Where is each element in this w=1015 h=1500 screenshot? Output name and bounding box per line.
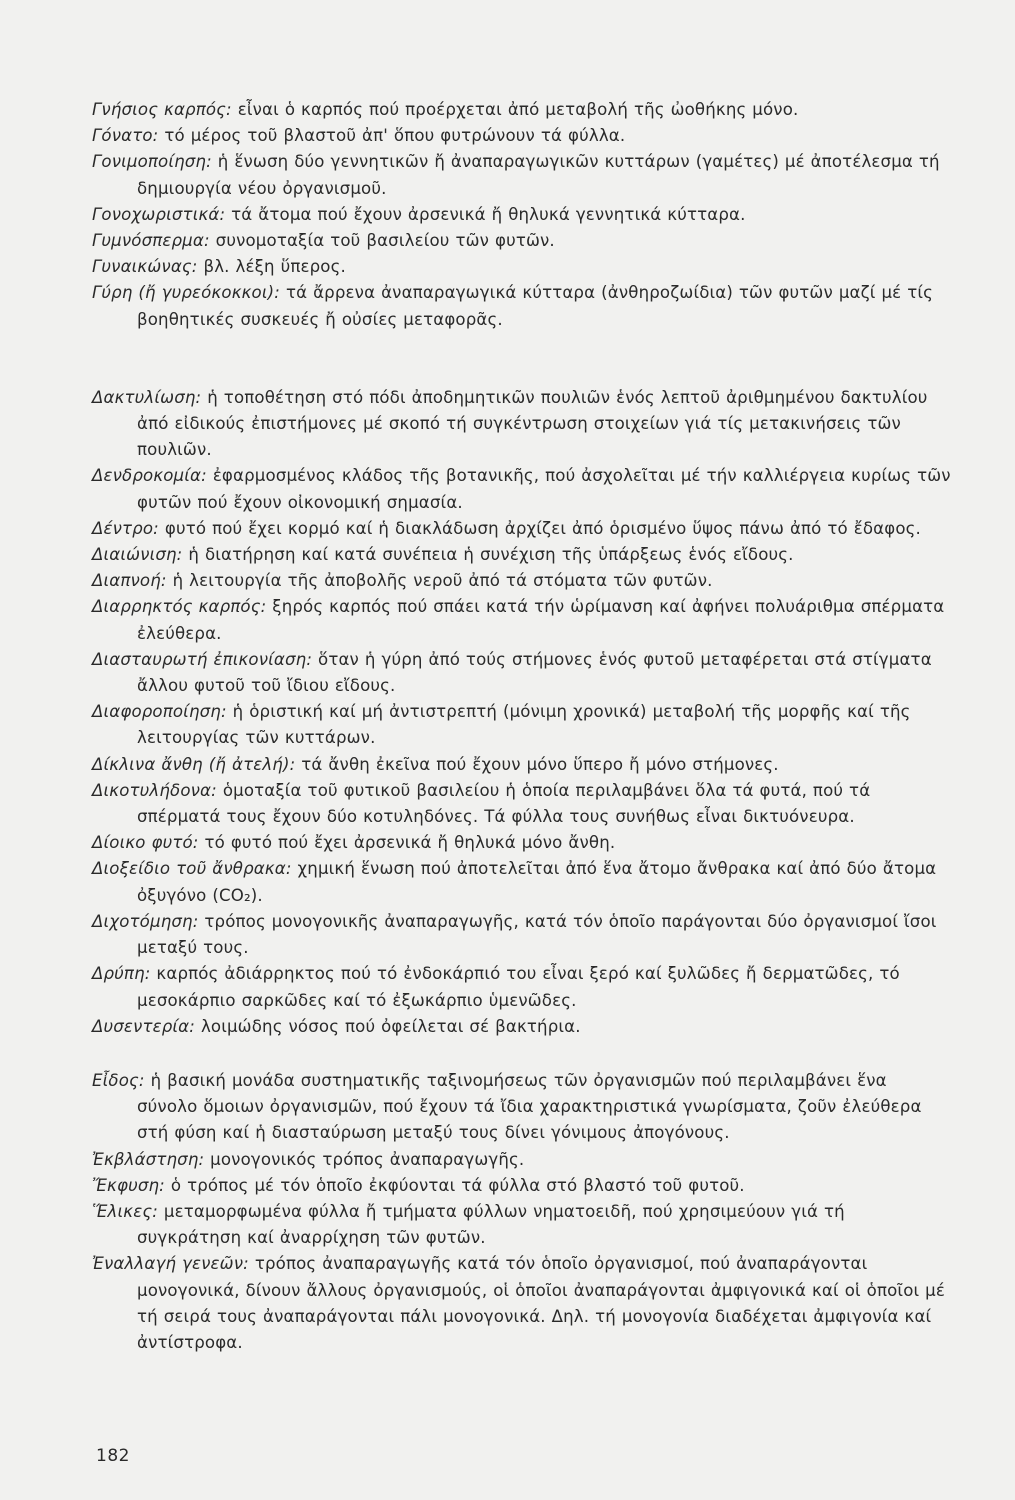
entry-definition: ὅταν ἡ γύρη ἀπό τούς στήμονες ἑνός φυτοῦ μεταφέρεται στά στίγματα ἄλλου φυτοῦ τοῦ ἴδιου εἴδους.	[137, 649, 932, 696]
entry-definition: ἡ βασική μονάδα συστηματικῆς ταξινομήσεως τῶν ὀργανισμῶν πού περιλαμβάνει ἕνα σύνολο ὅμοιων ὀργανισμῶν, πού ἔχουν τά ἴδια χαρακτηριστικά γνωρίσματα, ζοῦν ἐλεύθερα στή φύση καί ἡ διασταύρωση μεταξύ τους δίνει γόνιμους ἀπογόνους.	[137, 1070, 922, 1143]
glossary-entry	[92, 516, 952, 542]
entry-definition: ἡ ἕνωση δύο γεννητικῶν ἤ ἀναπαραγωγικῶν κυττάρων (γαμέτες) μέ ἀποτέλεσμα τή δημιουργία νέου ὀργανισμοῦ.	[137, 152, 940, 198]
glossary-entry	[92, 647, 952, 699]
glossary-entry	[92, 202, 952, 228]
entry-term: Γνήσιος καρπός:	[92, 100, 232, 119]
entry-term: Γόνατο:	[92, 126, 159, 146]
entry-definition: ἡ λειτουργία τῆς ἀποβολῆς νεροῦ ἀπό τά στόματα τῶν φυτῶν.	[172, 571, 713, 591]
entry-term: Διασταυρωτή ἐπικονίαση:	[92, 649, 313, 669]
entry-term: Διαφοροποίηση:	[92, 702, 227, 722]
glossary-entry	[92, 699, 952, 751]
glossary-entry	[92, 830, 952, 856]
entry-definition: μεταμορφωμένα φύλλα ἤ τμήματα φύλλων νηματοειδῆ, πού χρησιμεύουν γιά τή συγκράτηση καί ἀναρρίχηση τῶν φυτῶν.	[137, 1201, 845, 1248]
entry-term: Δενδροκομία:	[92, 466, 207, 486]
entry-term: Δικοτυλήδονα:	[92, 780, 217, 800]
entry-term: Δέντρο:	[92, 518, 159, 538]
glossary-section-delta	[92, 385, 952, 1040]
entry-definition: χημική ἕνωση πού ἀποτελεῖται ἀπό ἕνα ἄτομο ἄνθρακα καί ἀπό δύο ἄτομα ὀξυγόνο (CO₂).	[137, 859, 937, 905]
entry-term: Δίκλινα ἄνθη (ἤ ἀτελή):	[92, 754, 296, 774]
glossary-entry	[92, 254, 952, 280]
entry-definition: βλ. λέξη ὕπερος.	[203, 257, 346, 277]
glossary-entry	[92, 228, 952, 254]
entry-definition: φυτό πού ἔχει κορμό καί ἡ διακλάδωση ἀρχίζει ἀπό ὁρισμένο ὕψος πάνω ἀπό τό ἔδαφος.	[164, 518, 921, 538]
entry-term: Γύρη (ἤ γυρεόκοκκοι):	[92, 283, 280, 303]
entry-definition: συνομοταξία τοῦ βασιλείου τῶν φυτῶν.	[215, 231, 555, 251]
entry-term: Ἐκβλάστηση:	[92, 1149, 205, 1169]
entry-definition: ἡ ὁριστική καί μή ἀντιστρεπτή (μόνιμη χρονικά) μεταβολή τῆς μορφῆς καί τῆς λειτουργίας τῶν κυττάρων.	[137, 702, 911, 748]
glossary-entry	[92, 1173, 952, 1199]
glossary-entry	[92, 280, 952, 332]
entry-term: Διχοτόμηση:	[92, 911, 199, 931]
entry-term: Γυναικώνας:	[92, 257, 198, 277]
entry-term: Δίοικο φυτό:	[92, 833, 199, 853]
entry-term: Δακτυλίωση:	[92, 387, 202, 407]
entry-definition: τό φυτό πού ἔχει ἀρσενικά ἤ θηλυκά μόνο ἄνθη.	[204, 833, 616, 853]
glossary-entry	[92, 856, 952, 908]
entry-term: Γονιμοποίηση:	[92, 152, 212, 172]
entry-definition: ὁ τρόπος μέ τόν ὁποῖο ἐκφύονται τά φύλλα στό βλαστό τοῦ φυτοῦ.	[170, 1175, 745, 1195]
glossary-entry	[92, 909, 952, 961]
glossary-entry	[92, 1014, 952, 1040]
glossary-entry	[92, 123, 952, 149]
glossary-entry	[92, 149, 952, 201]
entry-definition: μονογονικός τρόπος ἀναπαραγωγῆς.	[210, 1149, 525, 1169]
entry-definition: ὁμοταξία τοῦ φυτικοῦ βασιλείου ἡ ὁποία περιλαμβάνει ὅλα τά φυτά, πού τά σπέρματά τους ἔχουν δύο κοτυληδόνες. Τά φύλλα τους συνήθως εἶναι δικτυόνευρα.	[137, 780, 871, 827]
entry-term: Διαπνοή:	[92, 571, 167, 591]
glossary-entry	[92, 1068, 952, 1147]
entry-term: Διοξείδιο τοῦ ἄνθρακα:	[92, 859, 292, 879]
entry-term: Εἶδος:	[92, 1070, 145, 1090]
entry-definition: εἶναι ὁ καρπός πού προέρχεται ἀπό μεταβολή τῆς ὠοθήκης μόνο.	[237, 100, 799, 119]
entry-term: Γυμνόσπερμα:	[92, 231, 210, 251]
entry-definition: τά ἄνθη ἐκεῖνα πού ἔχουν μόνο ὕπερο ἤ μόνο στήμονες.	[301, 754, 779, 774]
glossary-entry	[92, 568, 952, 594]
glossary-entry	[92, 961, 952, 1013]
glossary-entry	[92, 778, 952, 830]
entry-definition: ἡ διατήρηση καί κατά συνέπεια ἡ συνέχιση τῆς ὑπάρξεως ἑνός εἴδους.	[188, 545, 794, 565]
page-number: 182	[96, 1446, 130, 1466]
glossary-entry	[92, 542, 952, 568]
entry-term: Δρύπη:	[92, 964, 151, 984]
entry-term: Διαρρηκτός καρπός:	[92, 597, 267, 617]
entry-definition: τρόπος ἀναπαραγωγῆς κατά τόν ὁποῖο ὀργανισμοί, πού ἀναπαράγονται μονογονικά, δίνουν ἄλλους ὀργανισμούς, οἱ ὁποῖοι ἀναπαράγονται ἀμφιγονικά καί οἱ ὁποῖοι μέ τή σειρά τους ἀναπαράγονται πάλι μονογονικά. Δηλ. τή μονογονία διαδέχεται ἀμφιγονία καί ἀντίστροφα.	[137, 1254, 946, 1352]
glossary-entry	[92, 97, 952, 123]
entry-definition: καρπός ἀδιάρρηκτος πού τό ἐνδοκάρπιό του εἶναι ξερό καί ξυλῶδες ἤ δερματῶδες, τό μεσοκάρπιο σαρκῶδες καί τό ἐξωκάρπιο ὑμενῶδες.	[137, 964, 900, 1010]
entry-definition: ξηρός καρπός πού σπάει κατά τήν ὡρίμανση καί ἀφήνει πολυάριθμα σπέρματα ἐλεύθερα.	[137, 597, 945, 643]
glossary-entry	[92, 385, 952, 464]
entry-term: Ἐναλλαγή γενεῶν:	[92, 1254, 249, 1274]
glossary-entry	[92, 752, 952, 778]
glossary-entry	[92, 1199, 952, 1251]
glossary-entry	[92, 463, 952, 515]
entry-term: Γονοχωριστικά:	[92, 204, 226, 224]
glossary-section-gamma	[92, 97, 952, 333]
entry-definition: λοιμώδης νόσος πού ὀφείλεται σέ βακτήρια.	[200, 1016, 581, 1036]
entry-definition: τά ἄτομα πού ἔχουν ἀρσενικά ἤ θηλυκά γεννητικά κύτταρα.	[231, 204, 746, 224]
entry-definition: τρόπος μονογονικῆς ἀναπαραγωγῆς, κατά τόν ὁποῖο παράγονται δύο ὀργανισμοί ἴσοι μεταξύ τους.	[137, 911, 937, 958]
glossary-entry	[92, 594, 952, 646]
entry-definition: τό μέρος τοῦ βλαστοῦ ἀπ' ὅπου φυτρώνουν τά φύλλα.	[164, 126, 626, 146]
entry-term: Δυσεντερία:	[92, 1016, 195, 1036]
entry-definition: τά ἄρρενα ἀναπαραγωγικά κύτταρα (ἀνθηροζωίδια) τῶν φυτῶν μαζί μέ τίς βοηθητικές συσκευές ἤ οὐσίες μεταφορᾶς.	[137, 283, 934, 329]
glossary-entry	[92, 1147, 952, 1173]
glossary-section-epsilon	[92, 1068, 952, 1356]
entry-definition: ἡ τοποθέτηση στό πόδι ἀποδημητικῶν πουλιῶν ἑνός λεπτοῦ ἀριθμημένου δακτυλίου ἀπό εἰδικούς ἐπιστήμονες μέ σκοπό τή συγκέντρωση στοιχείων γιά τίς μετακινήσεις τῶν πουλιῶν.	[137, 387, 928, 460]
entry-term: Διαιώνιση:	[92, 545, 183, 565]
glossary	[92, 97, 952, 1356]
entry-term: Ἕλικες:	[92, 1201, 158, 1221]
glossary-entry	[92, 1251, 952, 1356]
entry-term: Ἔκφυση:	[92, 1175, 165, 1195]
entry-definition: ἐφαρμοσμένος κλάδος τῆς βοτανικῆς, πού ἀσχολεῖται μέ τήν καλλιέργεια κυρίως τῶν φυτῶν πού ἔχουν οἰκονομική σημασία.	[137, 466, 951, 512]
